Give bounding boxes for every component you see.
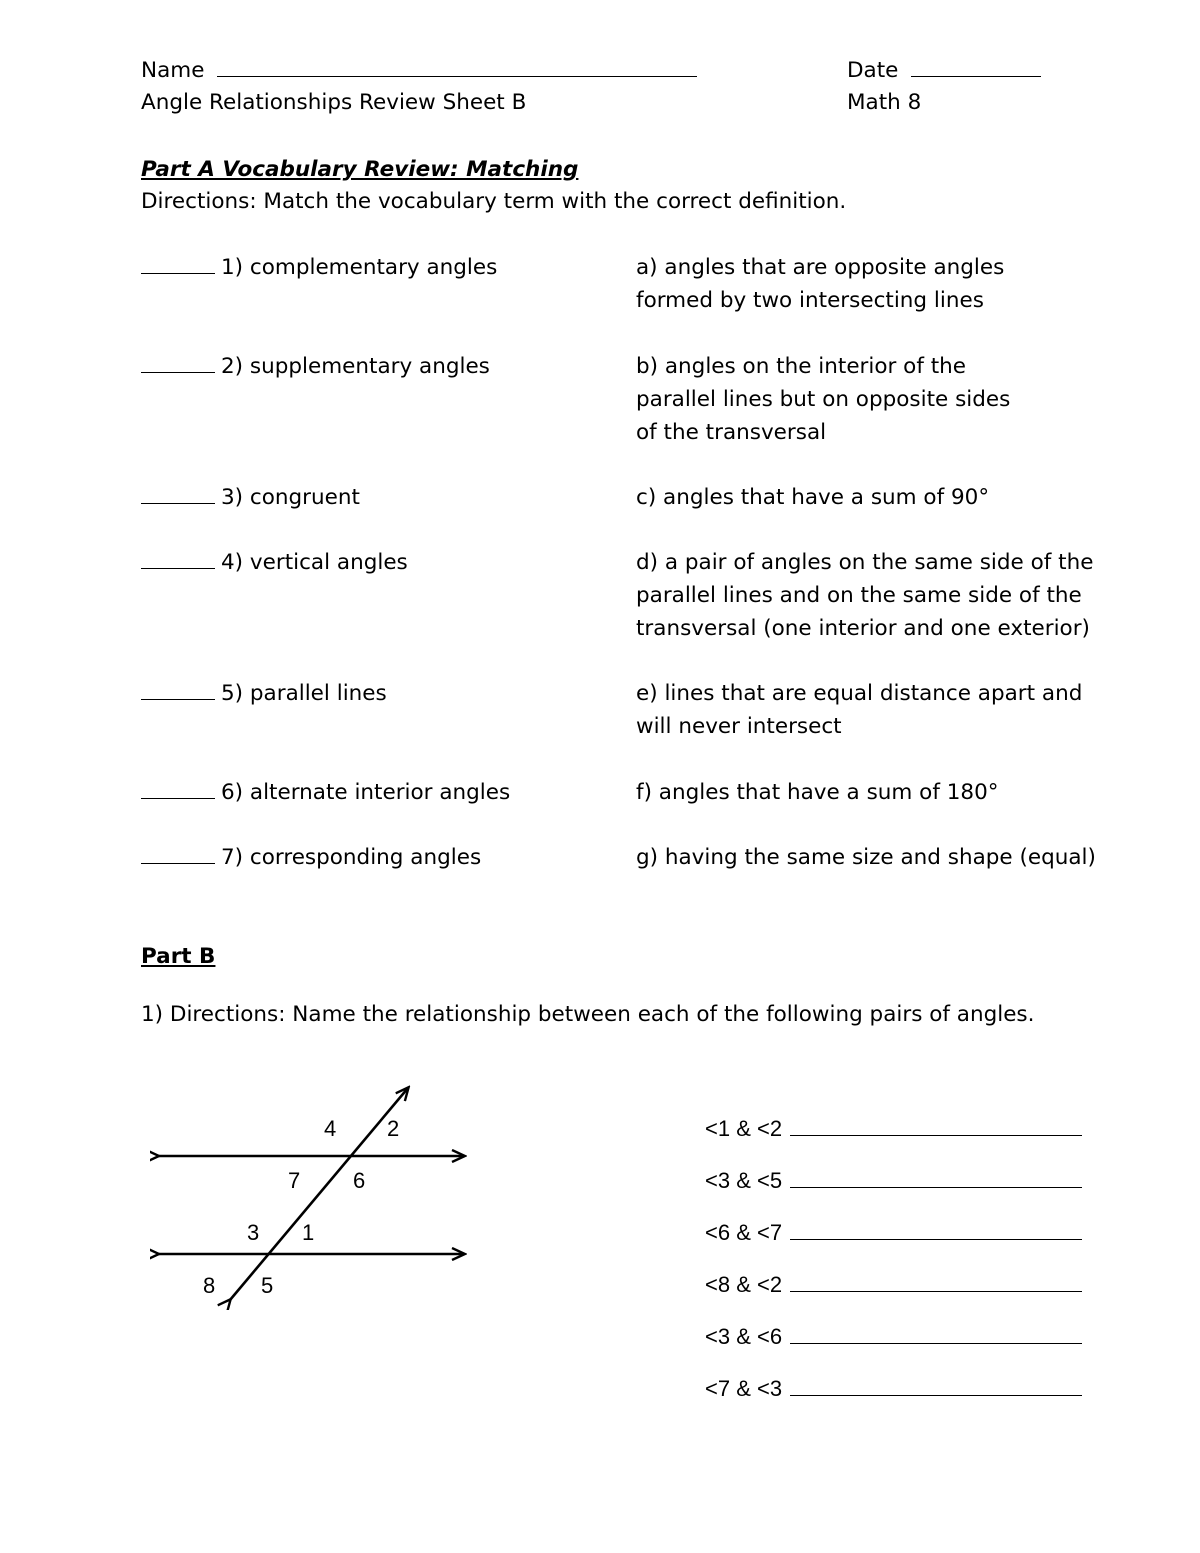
name-label: Name <box>141 58 205 83</box>
parallel-lines-diagram <box>150 1080 480 1310</box>
definition-f <box>636 776 999 809</box>
answer-blank[interactable] <box>790 1116 1082 1136</box>
definition-line: a) angles that are opposite angles <box>636 255 1005 280</box>
definition-line: c) angles that have a sum of 90° <box>636 485 990 510</box>
definition-g <box>636 841 1096 874</box>
definition-line: d) a pair of angles on the same side of the <box>636 550 1094 575</box>
term-row <box>141 251 497 284</box>
angle-label: 8 <box>203 1273 216 1298</box>
angle-label: 4 <box>324 1116 337 1141</box>
term-text: 3) congruent <box>221 485 360 510</box>
date-line <box>847 54 1041 87</box>
angle-pair-label: <3 & <5 <box>705 1168 783 1193</box>
definition-line: will never intersect <box>636 714 842 739</box>
name-blank[interactable] <box>217 57 697 77</box>
angle-label: 3 <box>247 1220 260 1245</box>
definition-c <box>636 481 989 514</box>
term-text: 1) complementary angles <box>221 255 498 280</box>
transversal <box>230 1088 408 1300</box>
angle-pair-row <box>705 1164 1082 1216</box>
name-line <box>141 54 697 87</box>
definition-line: transversal (one interior and one exterior) <box>636 616 1090 641</box>
date-blank[interactable] <box>911 57 1041 77</box>
answer-blank[interactable] <box>141 680 215 700</box>
term-text: 5) parallel lines <box>221 681 387 706</box>
answer-blank[interactable] <box>790 1272 1082 1292</box>
definition-line: parallel lines but on opposite sides <box>636 387 1011 412</box>
answer-blank[interactable] <box>141 254 215 274</box>
date-label: Date <box>847 58 899 83</box>
term-text: 7) corresponding angles <box>221 845 482 870</box>
definition-line: g) having the same size and shape (equal) <box>636 845 1096 870</box>
definition-line: formed by two intersecting lines <box>636 288 984 313</box>
angle-pair-label: <8 & <2 <box>705 1272 783 1297</box>
definition-line: b) angles on the interior of the <box>636 354 967 379</box>
term-row <box>141 776 510 809</box>
term-text: 4) vertical angles <box>221 550 408 575</box>
angle-pair-list <box>705 1112 1082 1424</box>
term-row <box>141 350 490 383</box>
definition-e <box>636 677 1082 743</box>
angle-label: 2 <box>387 1116 400 1141</box>
definition-line: e) lines that are equal distance apart and <box>636 681 1083 706</box>
term-row <box>141 841 481 874</box>
angle-label: 7 <box>288 1168 301 1193</box>
angle-pair-row <box>705 1216 1082 1268</box>
angle-label: 5 <box>261 1273 274 1298</box>
part-a-heading: Part A Vocabulary Review: Matching <box>141 157 579 182</box>
term-row <box>141 481 360 514</box>
answer-blank[interactable] <box>141 779 215 799</box>
angle-pair-row <box>705 1268 1082 1320</box>
answer-blank[interactable] <box>141 484 215 504</box>
term-text: 6) alternate interior angles <box>221 780 511 805</box>
definition-b <box>636 350 1010 449</box>
angle-label: 6 <box>353 1168 366 1193</box>
definition-a <box>636 251 1004 317</box>
term-row <box>141 546 408 579</box>
angle-label: 1 <box>302 1220 315 1245</box>
definition-d <box>636 546 1093 645</box>
answer-blank[interactable] <box>790 1220 1082 1240</box>
answer-blank[interactable] <box>790 1376 1082 1396</box>
definition-line: parallel lines and on the same side of the <box>636 583 1082 608</box>
angle-pair-row <box>705 1112 1082 1164</box>
term-row <box>141 677 387 710</box>
course-name: Math 8 <box>847 90 922 115</box>
angle-pair-row <box>705 1372 1082 1424</box>
angle-pair-row <box>705 1320 1082 1372</box>
angle-pair-label: <1 & <2 <box>705 1116 783 1141</box>
answer-blank[interactable] <box>141 549 215 569</box>
part-b-directions: 1) Directions: Name the relationship between each of the following pairs of angles. <box>141 1002 1035 1027</box>
answer-blank[interactable] <box>790 1168 1082 1188</box>
part-b-heading: Part B <box>141 944 216 969</box>
sheet-title: Angle Relationships Review Sheet B <box>141 90 527 115</box>
answer-blank[interactable] <box>141 844 215 864</box>
angle-pair-label: <7 & <3 <box>705 1376 783 1401</box>
angle-pair-label: <3 & <6 <box>705 1324 783 1349</box>
answer-blank[interactable] <box>141 353 215 373</box>
term-text: 2) supplementary angles <box>221 354 490 379</box>
part-a-directions: Directions: Match the vocabulary term with the correct definition. <box>141 189 847 214</box>
answer-blank[interactable] <box>790 1324 1082 1344</box>
angle-pair-label: <6 & <7 <box>705 1220 783 1245</box>
definition-line: f) angles that have a sum of 180° <box>636 780 999 805</box>
definition-line: of the transversal <box>636 420 827 445</box>
